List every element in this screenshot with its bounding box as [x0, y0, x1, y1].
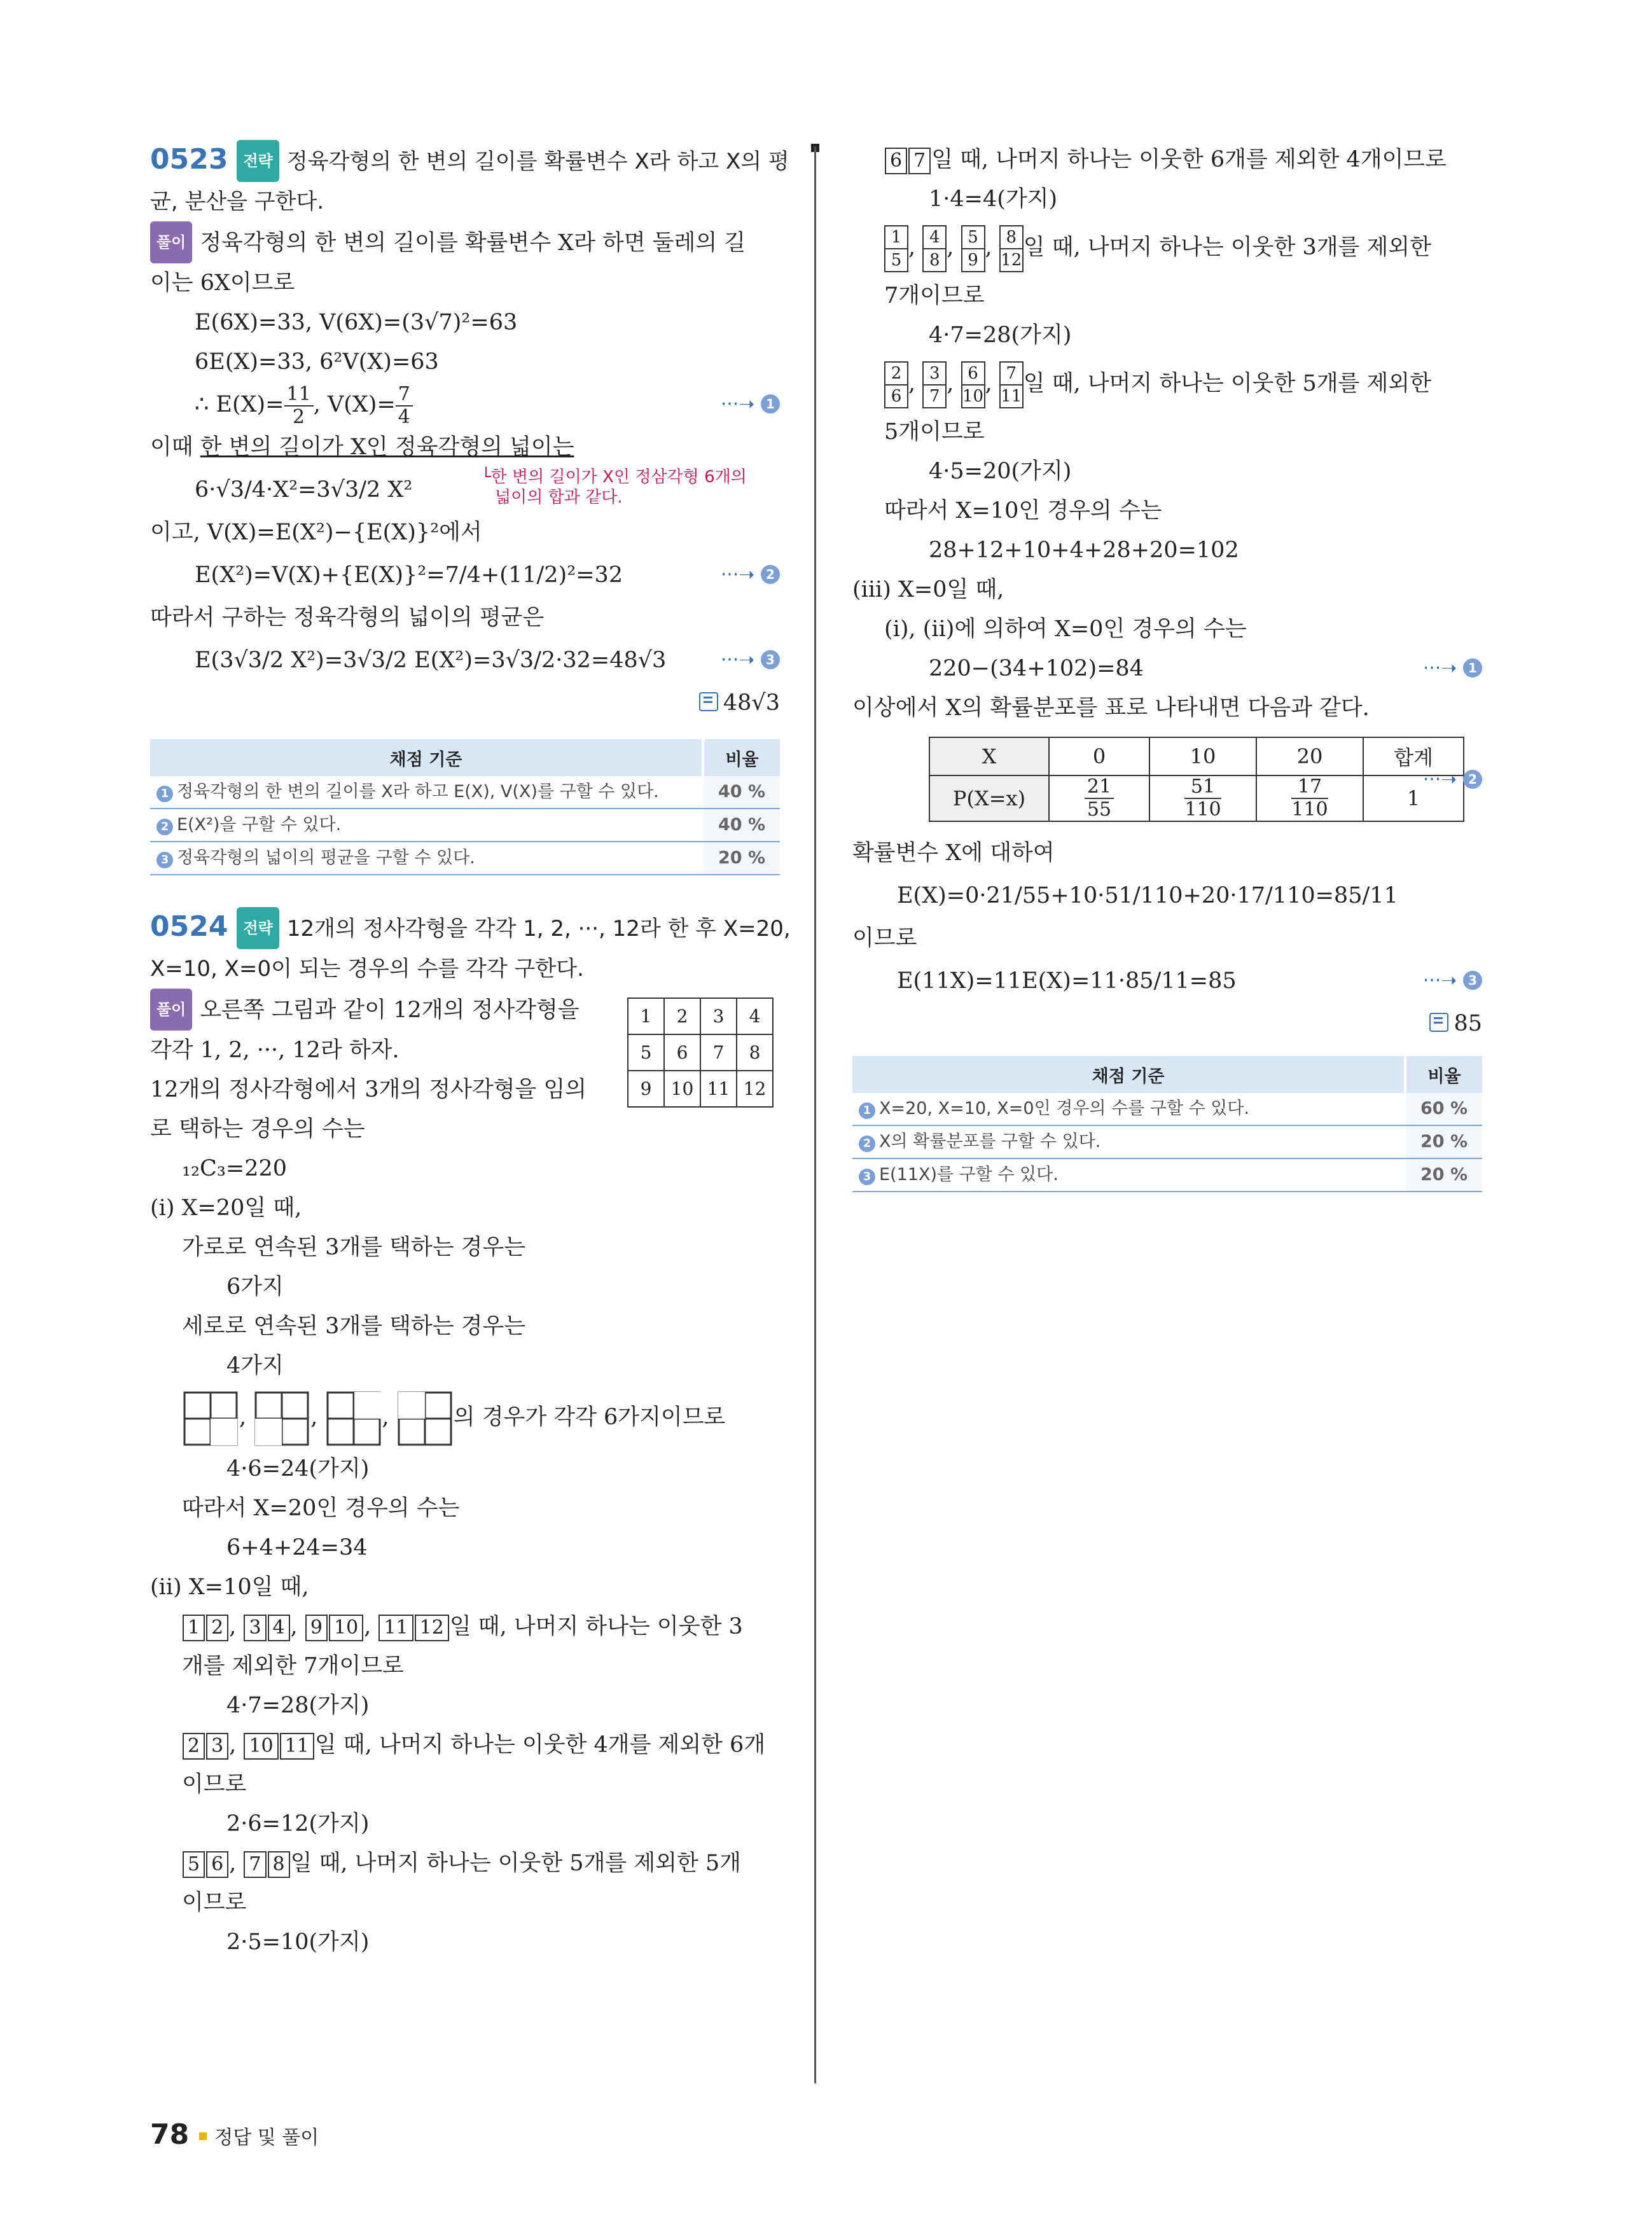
table-header-cell: 10: [1149, 737, 1256, 775]
answer-icon: [699, 692, 718, 711]
step-circle: 2: [156, 819, 173, 835]
strategy-text-2: 균, 분산을 구한다.: [150, 189, 324, 214]
marker-arrow: ···➝: [1422, 768, 1457, 791]
solution-text: 따라서 X=20인 경우의 수는: [182, 1496, 460, 1521]
right-column: [852, 140, 1482, 1192]
equation-line: [852, 649, 1482, 688]
page-number: 78: [150, 2118, 190, 2151]
answer-value: 85: [1454, 1011, 1482, 1036]
equation: 6E(X)=33, 6²V(X)=63: [195, 349, 439, 375]
grid-cell: 4: [737, 998, 773, 1034]
grid-cell: 2: [664, 998, 700, 1034]
solution-text: 오른쪽 그림과 같이 12개의 정사각형을: [200, 997, 580, 1023]
equation-ex-vx: [150, 382, 780, 427]
equation: 28+12+10+4+28+20=102: [929, 538, 1239, 563]
solution-text: 따라서 X=10인 경우의 수는: [884, 498, 1162, 524]
l-shape-diagram: [396, 1390, 454, 1447]
fraction: [284, 384, 314, 428]
grid-cell: 1: [628, 998, 664, 1034]
box-line: 5 6 , 7 8 일 때, 나머지 하나는 이웃한 5개를 제외한 5개: [150, 1844, 780, 1883]
equation: 4·6=24(가지): [226, 1456, 370, 1482]
solution-text: 따라서 구하는 정육각형의 넓이의 평균은: [150, 605, 545, 630]
solution-line: [150, 221, 780, 263]
equation: 6·√3/4·X²=3√3/2 X²: [195, 477, 413, 503]
fraction: [1085, 776, 1114, 821]
grid-cell: 3: [700, 998, 737, 1034]
criterion-pct: 20 %: [1405, 1125, 1482, 1158]
solution-text: 정육각형의 한 변의 길이를 확률변수 X라 하면 둘레의 길: [200, 230, 746, 256]
grid-cell: 6: [664, 1034, 700, 1071]
equation: ∴ E(X)=: [195, 392, 284, 417]
step-circle: 1: [156, 786, 173, 802]
table-cell: [1256, 775, 1363, 821]
bottom-number: 12: [1001, 250, 1022, 270]
problem-number: 0523: [150, 143, 228, 176]
left-column: [150, 140, 791, 1962]
denominator: 110: [1291, 798, 1328, 821]
number-box: 7: [908, 148, 931, 174]
bottom-number: 11: [1001, 386, 1022, 406]
solution-text: 이고, V(X)=E(X²)−{E(X)}²에서: [150, 520, 482, 545]
marker-arrow: ···➝: [720, 564, 755, 586]
answer: [150, 683, 780, 723]
number-box: 2: [206, 1615, 228, 1641]
bottom-number: 7: [929, 386, 940, 406]
footer-square-icon: [199, 2132, 207, 2140]
solution-text: (i), (ii)에 의하여 X=0인 경우의 수는: [884, 616, 1247, 642]
probability-distribution-table: [929, 737, 1464, 822]
equation: 2·5=10(가지): [226, 1929, 370, 1955]
number-box: 11: [378, 1615, 413, 1641]
problem-number: 0524: [150, 910, 228, 943]
step-marker-3: [721, 637, 780, 683]
top-number: 8: [1001, 226, 1022, 249]
marker-arrow: ···➝: [720, 649, 755, 671]
step-marker-2: [721, 552, 780, 598]
step-marker-1: [1423, 649, 1482, 688]
criterion-pct: 40 %: [703, 809, 780, 842]
strategy-text: 정육각형의 한 변의 길이를 확률변수 X라 하고 X의 평: [286, 149, 789, 174]
step-marker-2: [1423, 768, 1482, 791]
criterion-pct: 40 %: [703, 776, 780, 809]
grid-cell: 12: [737, 1071, 773, 1107]
answer-icon: [1429, 1013, 1448, 1032]
marker-arrow: ···➝: [1422, 970, 1457, 992]
criterion-pct: 60 %: [1405, 1093, 1482, 1125]
step-circle: 3: [1463, 971, 1482, 990]
step-circle: 2: [859, 1136, 875, 1152]
numerator: 51: [1184, 776, 1221, 799]
number-box: 11: [280, 1733, 314, 1760]
number-box: 3: [244, 1615, 266, 1641]
top-number: 1: [885, 226, 907, 249]
fraction: [1184, 776, 1221, 821]
solution-text: 일 때, 나머지 하나는 이웃한 5개를 제외한 5개: [290, 1851, 741, 1876]
equation: 1·4=4(가지): [929, 186, 1058, 212]
grid-cell: 10: [664, 1071, 700, 1107]
bottom-number: 6: [891, 386, 902, 406]
solution-text: 일 때, 나머지 하나는 이웃한 4개를 제외한 6개: [314, 1732, 766, 1758]
strategy-text-2: X=10, X=0이 되는 경우의 수를 각각 구한다.: [150, 956, 584, 982]
stacked-box: [884, 361, 908, 408]
number-box: 1: [183, 1615, 205, 1641]
numerator: 7: [396, 384, 413, 407]
top-number: 5: [962, 226, 984, 249]
table-row: [150, 842, 780, 875]
grid-cell: 8: [737, 1034, 773, 1071]
annotation-note: [481, 467, 799, 508]
l-shape-diagram: [253, 1390, 310, 1447]
top-number: 4: [924, 226, 945, 249]
solution-text: 5개이므로: [884, 419, 985, 445]
equation-ex2: [150, 552, 780, 598]
fraction: [1291, 776, 1328, 821]
stacked-box: [961, 225, 985, 272]
answer: [852, 1004, 1482, 1043]
table-cell: 1: [1363, 775, 1464, 821]
numerator: 11: [284, 384, 314, 407]
criterion-text: 정육각형의 넓이의 평균을 구할 수 있다.: [177, 848, 475, 868]
solution-text: 일 때, 나머지 하나는 이웃한 3개를 제외한: [1023, 235, 1431, 260]
text: 이때: [150, 434, 200, 460]
step-circle: 1: [859, 1102, 875, 1119]
step-marker-3: [1423, 958, 1482, 1004]
equation-mean: [150, 637, 780, 683]
number-box: 10: [244, 1733, 278, 1760]
step-circle: 3: [156, 852, 173, 868]
number-box: 5: [183, 1851, 205, 1878]
footer-label: 정답 및 풀이: [214, 2127, 319, 2149]
step-circle: 2: [761, 565, 780, 584]
equation: , V(X)=: [313, 392, 396, 417]
solution-tag: 풀이: [150, 221, 192, 263]
number-box: 3: [206, 1733, 228, 1760]
solution-text: 일 때, 나머지 하나는 이웃한 3: [449, 1614, 743, 1639]
table-header-cell: 20: [1256, 737, 1363, 775]
numerator: 17: [1291, 776, 1328, 799]
case-heading: (iii) X=0일 때,: [852, 577, 1004, 602]
equation: E(6X)=33, V(6X)=(3√7)²=63: [195, 310, 518, 335]
solution-line: [150, 989, 780, 1031]
solution-text: 이는 6X이므로: [150, 270, 295, 296]
table-row: [852, 1093, 1482, 1125]
grading-header: 채점 기준: [150, 739, 703, 776]
strategy-tag: 전략: [237, 140, 279, 182]
box-line: 1 2 , 3 4 , 9 10 , 11 12 일 때, 나머지 하나는 이웃한 3: [150, 1607, 780, 1646]
frac-box-line: $\frac{2}{6}$ , $\frac{3}{7}$ , $\frac{6}{10}$ , $\frac{7}{11}$ 일 때, 나머지 하나는 이웃한 5개를 제외한: [852, 355, 1482, 412]
solution-text: 12개의 정사각형에서 3개의 정사각형을 임의: [150, 1077, 587, 1102]
grid-cell: 11: [700, 1071, 737, 1107]
solution-text: 의 경우가 각각 6가지이므로: [453, 1405, 726, 1430]
grading-pct-header: 비율: [1405, 1056, 1482, 1093]
grid-cell: 5: [628, 1034, 664, 1071]
criterion-text: E(11X)를 구할 수 있다.: [879, 1165, 1059, 1185]
case-heading: (ii) X=10일 때,: [150, 1574, 309, 1600]
solution-text: 일 때, 나머지 하나는 이웃한 5개를 제외한: [1023, 371, 1431, 396]
strategy-tag: 전략: [237, 907, 279, 949]
step-circle: 1: [1463, 658, 1482, 678]
equation: 2·6=12(가지): [226, 1811, 370, 1837]
equation: E(X)=0·21/55+10·51/110+20·17/110=85/11: [897, 883, 1398, 908]
note-line: 넓이의 합과 같다.: [495, 488, 623, 507]
top-number: 6: [962, 363, 984, 386]
step-circle: 1: [761, 394, 780, 414]
top-number: 3: [924, 363, 945, 386]
solution-text: 각각 1, 2, ···, 12라 하자.: [150, 1038, 399, 1063]
box-line: 2 3 , 10 11 일 때, 나머지 하나는 이웃한 4개를 제외한 6개: [150, 1725, 780, 1765]
equation: E(3√3/2 X²)=3√3/2 E(X²)=3√3/2·32=48√3: [195, 648, 667, 673]
grid-cell: 9: [628, 1071, 664, 1107]
number-box: 12: [415, 1615, 449, 1641]
table-row: [852, 1125, 1482, 1158]
step-circle: 3: [761, 650, 780, 669]
top-number: 7: [1001, 363, 1022, 386]
equation: 220−(34+102)=84: [929, 656, 1144, 681]
denominator: 2: [293, 405, 305, 428]
number-box: 9: [305, 1615, 328, 1641]
note-line: └한 변의 길이가 X인 정삼각형 6개의: [481, 468, 747, 487]
table-header-cell: X: [929, 737, 1049, 775]
underlined-text: 한 변의 길이가 X인 정육각형의 넓이는: [200, 434, 574, 460]
solution-text: 세로로 연속된 3개를 택하는 경우는: [182, 1314, 526, 1339]
equation: E(X²)=V(X)+{E(X)}²=7/4+(11/2)²=32: [195, 562, 623, 588]
denominator: 55: [1086, 798, 1112, 821]
bottom-number: 8: [929, 250, 940, 270]
bottom-number: 10: [962, 386, 984, 406]
frac-box-line: $\frac{1}{5}$ , $\frac{4}{8}$ , $\frac{5}{9}$ , $\frac{8}{12}$ 일 때, 나머지 하나는 이웃한 3개를 제외한: [852, 219, 1482, 276]
stacked-box: [922, 225, 947, 272]
step-circle: 3: [859, 1169, 875, 1185]
number-box: 8: [268, 1851, 290, 1878]
equation: 4·7=28(가지): [929, 323, 1072, 348]
solution-text: 로 택하는 경우의 수는: [150, 1116, 365, 1142]
equation: 4가지: [226, 1353, 284, 1379]
bottom-number: 5: [891, 250, 902, 270]
criterion-pct: 20 %: [703, 842, 780, 875]
solution-text: 이상에서 X의 확률분포를 표로 나타내면 다음과 같다.: [852, 695, 1370, 721]
equation-area: [150, 467, 780, 513]
distribution-wrap: [852, 737, 1482, 822]
solution-text: [150, 427, 780, 467]
top-number: 2: [885, 363, 907, 386]
criterion-text: E(X²)을 구할 수 있다.: [177, 815, 342, 835]
equation-line: [852, 958, 1482, 1004]
number-box: 6: [206, 1851, 228, 1878]
strategy-text: 12개의 정사각형을 각각 1, 2, ···, 12라 한 후 X=20,: [286, 916, 791, 942]
case-heading: (i) X=20일 때,: [150, 1195, 302, 1221]
solution-text: 가로로 연속된 3개를 택하는 경우는: [182, 1235, 526, 1260]
equation: E(11X)=11E(X)=11·85/11=85: [897, 968, 1237, 994]
grading-table-0524: [852, 1056, 1482, 1192]
marker-arrow: ···➝: [720, 393, 755, 415]
table-cell: [1149, 775, 1256, 821]
solution-intro: [150, 989, 780, 1149]
step-circle: 2: [1463, 770, 1482, 789]
page-footer: [150, 2118, 319, 2151]
number-box: 2: [183, 1733, 205, 1760]
marker-arrow: ···➝: [1422, 657, 1457, 679]
solution-text: 이므로: [182, 1890, 247, 1915]
table-header-cell: 합계: [1363, 737, 1464, 775]
solution-text: 이므로: [852, 926, 917, 951]
stacked-box: [999, 361, 1024, 408]
table-row: [852, 1158, 1482, 1192]
number-box: 6: [885, 148, 907, 174]
solution-tag: 풀이: [150, 989, 192, 1031]
table-row-label: P(X=x): [929, 775, 1049, 821]
solution-text: 일 때, 나머지 하나는 이웃한 6개를 제외한 4개이므로: [931, 147, 1447, 172]
table-header-cell: 0: [1049, 737, 1149, 775]
l-shape-diagram: [325, 1390, 382, 1447]
grading-header: 채점 기준: [852, 1056, 1405, 1093]
column-divider: [814, 146, 816, 2083]
number-box: 7: [244, 1851, 266, 1878]
grading-pct-header: 비율: [703, 739, 780, 776]
criterion-text: X=20, X=10, X=0인 경우의 수를 구할 수 있다.: [879, 1099, 1249, 1118]
criterion-text: 정육각형의 한 변의 길이를 X라 하고 E(X), V(X)를 구할 수 있다.: [177, 782, 659, 802]
bottom-number: 9: [968, 250, 978, 270]
solution-text: 개를 제외한 7개이므로: [182, 1653, 404, 1679]
problem-0524-header: [150, 907, 791, 949]
number-box: 10: [329, 1615, 363, 1641]
solution-text: 확률변수 X에 대하여: [852, 840, 1055, 866]
equation: 4·7=28(가지): [226, 1693, 370, 1718]
solution-text: 7개이므로: [884, 283, 985, 309]
stacked-box: [999, 225, 1024, 272]
fraction: [396, 384, 413, 428]
stacked-box: [922, 361, 947, 408]
l-shape-diagram: [182, 1390, 239, 1447]
criterion-text: X의 확률분포를 구할 수 있다.: [879, 1132, 1101, 1151]
number-box: 4: [268, 1615, 290, 1641]
equation: ₁₂C₃=220: [182, 1156, 288, 1181]
equation: 6+4+24=34: [226, 1535, 368, 1560]
stacked-box: [884, 225, 908, 272]
table-cell: [1049, 775, 1149, 821]
grading-table-0523: [150, 739, 780, 875]
numerator: 21: [1085, 776, 1114, 799]
step-marker-1: [721, 382, 780, 427]
denominator: 4: [398, 405, 410, 428]
equation: 6가지: [226, 1274, 284, 1300]
solution-text: 이므로: [182, 1772, 247, 1797]
answer-value: 48√3: [723, 690, 780, 716]
box-line: [852, 140, 1482, 179]
table-row: [150, 776, 780, 809]
equation: 4·5=20(가지): [929, 459, 1072, 484]
criterion-pct: 20 %: [1405, 1158, 1482, 1192]
problem-0523-header: [150, 140, 789, 182]
denominator: 110: [1184, 798, 1221, 821]
table-row: [150, 809, 780, 842]
stacked-box: [961, 361, 985, 408]
grid-cell: 7: [700, 1034, 737, 1071]
l-shapes-line: , , , 의 경우가 각각 6가지이므로: [150, 1386, 780, 1449]
